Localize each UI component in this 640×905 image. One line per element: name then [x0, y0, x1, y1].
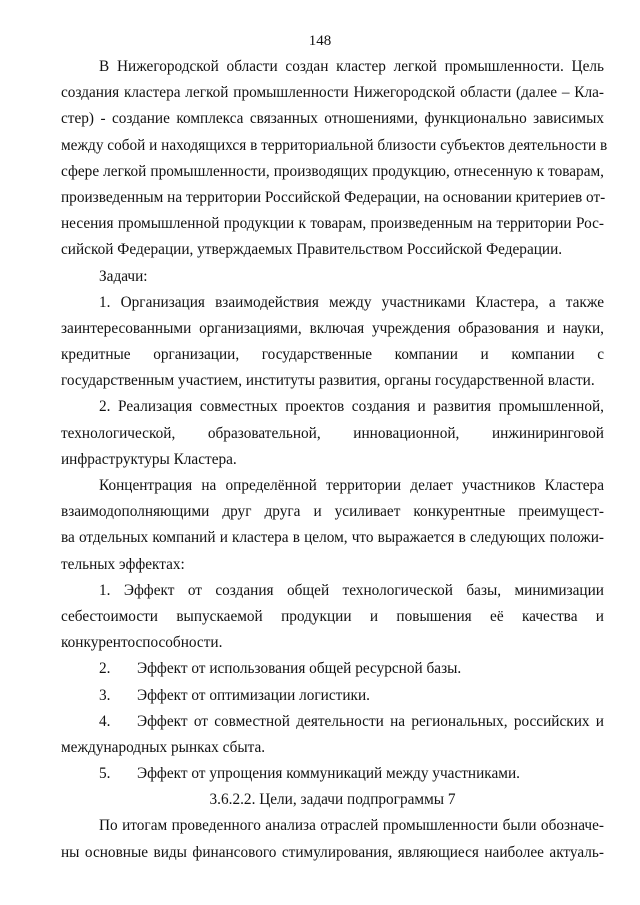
paragraph-line: По итогам проведенного анализа отраслей промышленности были обозначе- — [99, 817, 604, 835]
paragraph-line: создания кластера легкой промышленности Нижегородской области (далее – Кла- — [61, 84, 604, 102]
effect-number: 2. — [99, 660, 111, 678]
paragraph-line: ва отдельных компаний и кластера в целом, что выражается в следующих положи- — [61, 529, 604, 547]
task-line: заинтересованными организациями, включая учреждения образования и науки, — [61, 319, 604, 337]
tasks-heading: Задачи: — [99, 267, 148, 285]
task-line: кредитные организации, государственные компании и компании с — [61, 346, 604, 364]
effect-number: 3. — [99, 686, 111, 704]
effect-item — [61, 656, 604, 682]
page-number: 148 — [308, 33, 332, 49]
effect-item — [61, 709, 604, 735]
task-line: государственным участием, институты развития, органы государственной власти. — [61, 372, 595, 390]
task-line: технологической, образовательной, инновационной, инжиниринговой — [61, 424, 604, 442]
paragraph-line: между собой и находящихся в территориальной близости субъектов деятельности в — [61, 136, 608, 154]
paragraph-line: произведенным на территории Российской Федерации, на основании критериев от- — [61, 188, 606, 206]
effect-number: 5. — [99, 765, 111, 783]
effect-text: Эффект от совместной деятельности на региональных, российских и — [137, 712, 604, 730]
effect-text: Эффект от использования общей ресурсной базы. — [137, 660, 462, 678]
effect-text: Эффект от оптимизации логистики. — [137, 686, 370, 704]
paragraph-line: тельных эффектах: — [61, 555, 185, 573]
effect-item — [61, 683, 604, 709]
effect-item — [61, 761, 604, 787]
task-line: 1. Организация взаимодействия между участниками Кластера, а также — [99, 293, 604, 311]
paragraph-line: В Нижегородской области создан кластер легкой промышленности. Цель — [99, 58, 604, 75]
paragraph-line: несения промышленной продукции к товарам, произведенным на территории Рос- — [61, 215, 604, 233]
section-heading: 3.6.2.2. Цели, задачи подпрограммы 7 — [209, 791, 456, 809]
effect-number: 4. — [99, 712, 111, 730]
paragraph-line: стер) - создание комплекса связанных отношениями, функционально зависимых — [61, 110, 604, 128]
paragraph-line: ны основные виды финансового стимулирования, являющиеся наиболее актуаль- — [61, 843, 604, 861]
effect-line: 1. Эффект от создания общей технологической базы, минимизации — [99, 581, 604, 599]
paragraph-line: сийской Федерации, утверждаемых Правительством Российской Федерации. — [61, 241, 563, 259]
effect-line: международных рынках сбыта. — [61, 738, 266, 756]
effect-text: Эффект от упрощения коммуникаций между участниками. — [137, 765, 520, 783]
paragraph-line: сфере легкой промышленности, производящих продукцию, отнесенную к товарам, — [61, 162, 604, 180]
task-line: 2. Реализация совместных проектов создания и развития промышленной, — [99, 398, 604, 416]
effect-line: конкурентоспособности. — [61, 634, 223, 652]
paragraph-line: Концентрация на определённой территории делает участников Кластера — [99, 477, 604, 494]
document-body — [61, 54, 608, 866]
effect-line: себестоимости выпускаемой продукции и повышения её качества и — [61, 607, 604, 625]
paragraph-line: взаимодополняющими друг друга и усиливает конкурентные преимущест- — [61, 503, 604, 521]
task-line: инфраструктуры Кластера. — [61, 450, 237, 468]
